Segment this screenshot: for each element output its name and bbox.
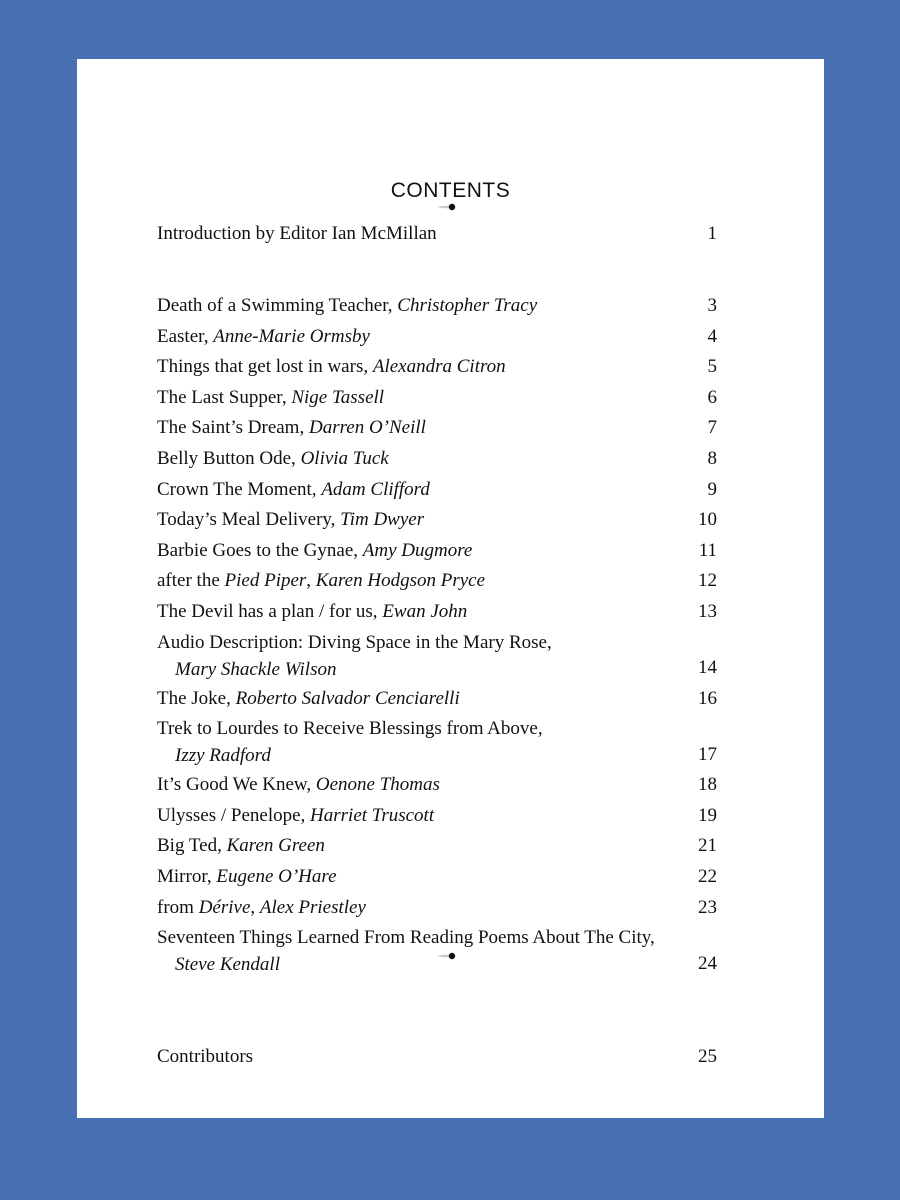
entry-title: Mirror, xyxy=(157,865,217,887)
contents-entry xyxy=(157,413,717,444)
entry-page-number: 12 xyxy=(698,570,717,592)
entry-title: Big Ted, xyxy=(157,835,227,857)
entry-author: Anne-Marie Ormsby xyxy=(213,325,370,347)
section-ornament-icon xyxy=(437,202,457,212)
contents-entry xyxy=(157,801,717,832)
entry-author: Steve Kendall xyxy=(175,954,280,976)
contents-entry xyxy=(157,505,717,536)
entry-author: Oenone Thomas xyxy=(315,774,440,796)
entry-title-line xyxy=(157,570,485,591)
entry-title: Seventeen Things Learned From Reading Poems About The City, xyxy=(157,927,655,949)
entry-page-number: 11 xyxy=(698,539,717,561)
entry-author: Eugene O’Hare xyxy=(216,865,337,887)
entry-page-number: 5 xyxy=(707,356,717,378)
entry-author: Karen Green xyxy=(226,835,325,857)
entry-title: Trek to Lourdes to Receive Blessings from Above, xyxy=(157,718,543,740)
entry-author: Tim Dwyer xyxy=(340,509,425,531)
entry-title: Today’s Meal Delivery, xyxy=(157,509,341,531)
entry-title: Things that get lost in wars, xyxy=(157,356,373,378)
entry-page-number: 16 xyxy=(698,687,717,709)
entry-title-line xyxy=(157,356,506,377)
entry-page-number: 9 xyxy=(707,478,717,500)
entry-title-line xyxy=(157,774,440,795)
contributors-entry xyxy=(157,1042,717,1072)
entry-page-number: 19 xyxy=(698,804,717,826)
contents-entry xyxy=(157,862,717,893)
entry-title-italic: Pied Piper xyxy=(224,570,307,592)
contents-entry xyxy=(157,291,717,322)
entry-title-line xyxy=(157,923,677,953)
entry-author: Izzy Radford xyxy=(175,745,271,767)
entry-page-number: 23 xyxy=(698,896,717,918)
entry-title-line xyxy=(157,805,434,826)
contributors-title: Contributors xyxy=(157,1046,254,1067)
entry-title-line xyxy=(157,628,677,658)
entry-title-line xyxy=(157,448,389,469)
entry-title-line xyxy=(157,417,426,438)
entry-author: Olivia Tuck xyxy=(300,447,389,469)
entry-title-line xyxy=(157,295,537,316)
contents-entry xyxy=(157,628,717,684)
entry-title-line xyxy=(157,387,384,408)
entry-author: Alexandra Citron xyxy=(372,356,506,378)
entry-title: from xyxy=(157,896,199,918)
entry-title: The Devil has a plan / for us, xyxy=(157,600,383,622)
entry-author: Adam Clifford xyxy=(321,478,430,500)
entry-author: Christopher Tracy xyxy=(397,295,538,316)
contents-entry xyxy=(157,322,717,353)
intro-entry xyxy=(157,219,717,249)
entry-title: The Saint’s Dream, xyxy=(157,417,309,439)
entry-title: Barbie Goes to the Gynae, xyxy=(157,539,363,561)
entry-page-number: 7 xyxy=(707,417,717,439)
entry-author: Alex Priestley xyxy=(259,896,366,918)
contributors-page: 25 xyxy=(698,1046,717,1067)
entry-page-number: 24 xyxy=(698,952,717,974)
contents-page xyxy=(77,59,824,1118)
entry-page-number: 21 xyxy=(698,835,717,857)
entry-author: Harriet Truscott xyxy=(310,804,435,826)
entry-page-number: 8 xyxy=(707,447,717,469)
entry-title: Death of a Swimming Teacher, xyxy=(157,295,398,316)
entry-page-number: 3 xyxy=(707,295,717,316)
entry-author: Darren O’Neill xyxy=(308,417,426,439)
entry-page-number: 17 xyxy=(698,743,717,765)
entry-page-number: 14 xyxy=(698,656,717,678)
intro-title: Introduction by Editor Ian McMillan xyxy=(157,223,437,244)
contents-list xyxy=(157,291,717,979)
entry-title-line xyxy=(157,509,424,530)
entry-title: Crown The Moment, xyxy=(157,478,322,500)
contents-entry xyxy=(157,566,717,597)
entry-author: Mary Shackle Wilson xyxy=(175,658,337,680)
contents-heading: CONTENTS xyxy=(390,179,511,202)
entry-title-line xyxy=(157,897,366,918)
entry-title: Audio Description: Diving Space in the Mary Rose, xyxy=(157,631,552,653)
contents-entry xyxy=(157,893,717,924)
entry-page-number: 13 xyxy=(698,600,717,622)
entry-page-number: 10 xyxy=(698,509,717,531)
contents-entry xyxy=(157,597,717,628)
contents-entry xyxy=(157,714,717,770)
entry-title-line xyxy=(157,540,472,561)
entry-title-line xyxy=(157,866,337,887)
contents-entry xyxy=(157,352,717,383)
entry-author: Amy Dugmore xyxy=(362,539,473,561)
entry-author: Nige Tassell xyxy=(291,386,385,408)
entry-title: The Joke, xyxy=(157,687,236,709)
entry-page-number: 4 xyxy=(707,325,717,347)
entry-title-line xyxy=(157,688,460,709)
entry-title: after the xyxy=(157,570,225,592)
contents-entry xyxy=(157,444,717,475)
intro-page: 1 xyxy=(707,223,717,244)
contents-entry xyxy=(157,684,717,715)
entry-page-number: 22 xyxy=(698,865,717,887)
entry-title: Ulysses / Penelope, xyxy=(157,804,311,826)
contents-entry xyxy=(157,831,717,862)
contents-entry xyxy=(157,536,717,567)
entry-title: The Last Supper, xyxy=(157,386,292,408)
entry-author: Ewan John xyxy=(382,600,468,622)
entry-title-line xyxy=(157,714,677,744)
entry-title-line xyxy=(157,479,430,500)
entry-title-line xyxy=(157,835,325,856)
entry-page-number: 18 xyxy=(698,774,717,796)
entry-author: Karen Hodgson Pryce xyxy=(315,570,486,592)
entry-title-line xyxy=(157,601,467,622)
entry-title: Easter, xyxy=(157,325,214,347)
entry-page-number: 6 xyxy=(707,386,717,408)
entry-title-after: , xyxy=(250,896,260,918)
entry-title: Belly Button Ode, xyxy=(157,447,301,469)
contents-entry xyxy=(157,383,717,414)
entry-title-line xyxy=(157,326,370,347)
entry-title-after: , xyxy=(306,570,316,592)
section-ornament-icon xyxy=(437,951,457,961)
contents-entry xyxy=(157,475,717,506)
entry-title: It’s Good We Knew, xyxy=(157,774,316,796)
entry-title-italic: Dérive xyxy=(198,896,251,918)
contents-entry xyxy=(157,770,717,801)
entry-author: Roberto Salvador Cenciarelli xyxy=(235,687,460,709)
